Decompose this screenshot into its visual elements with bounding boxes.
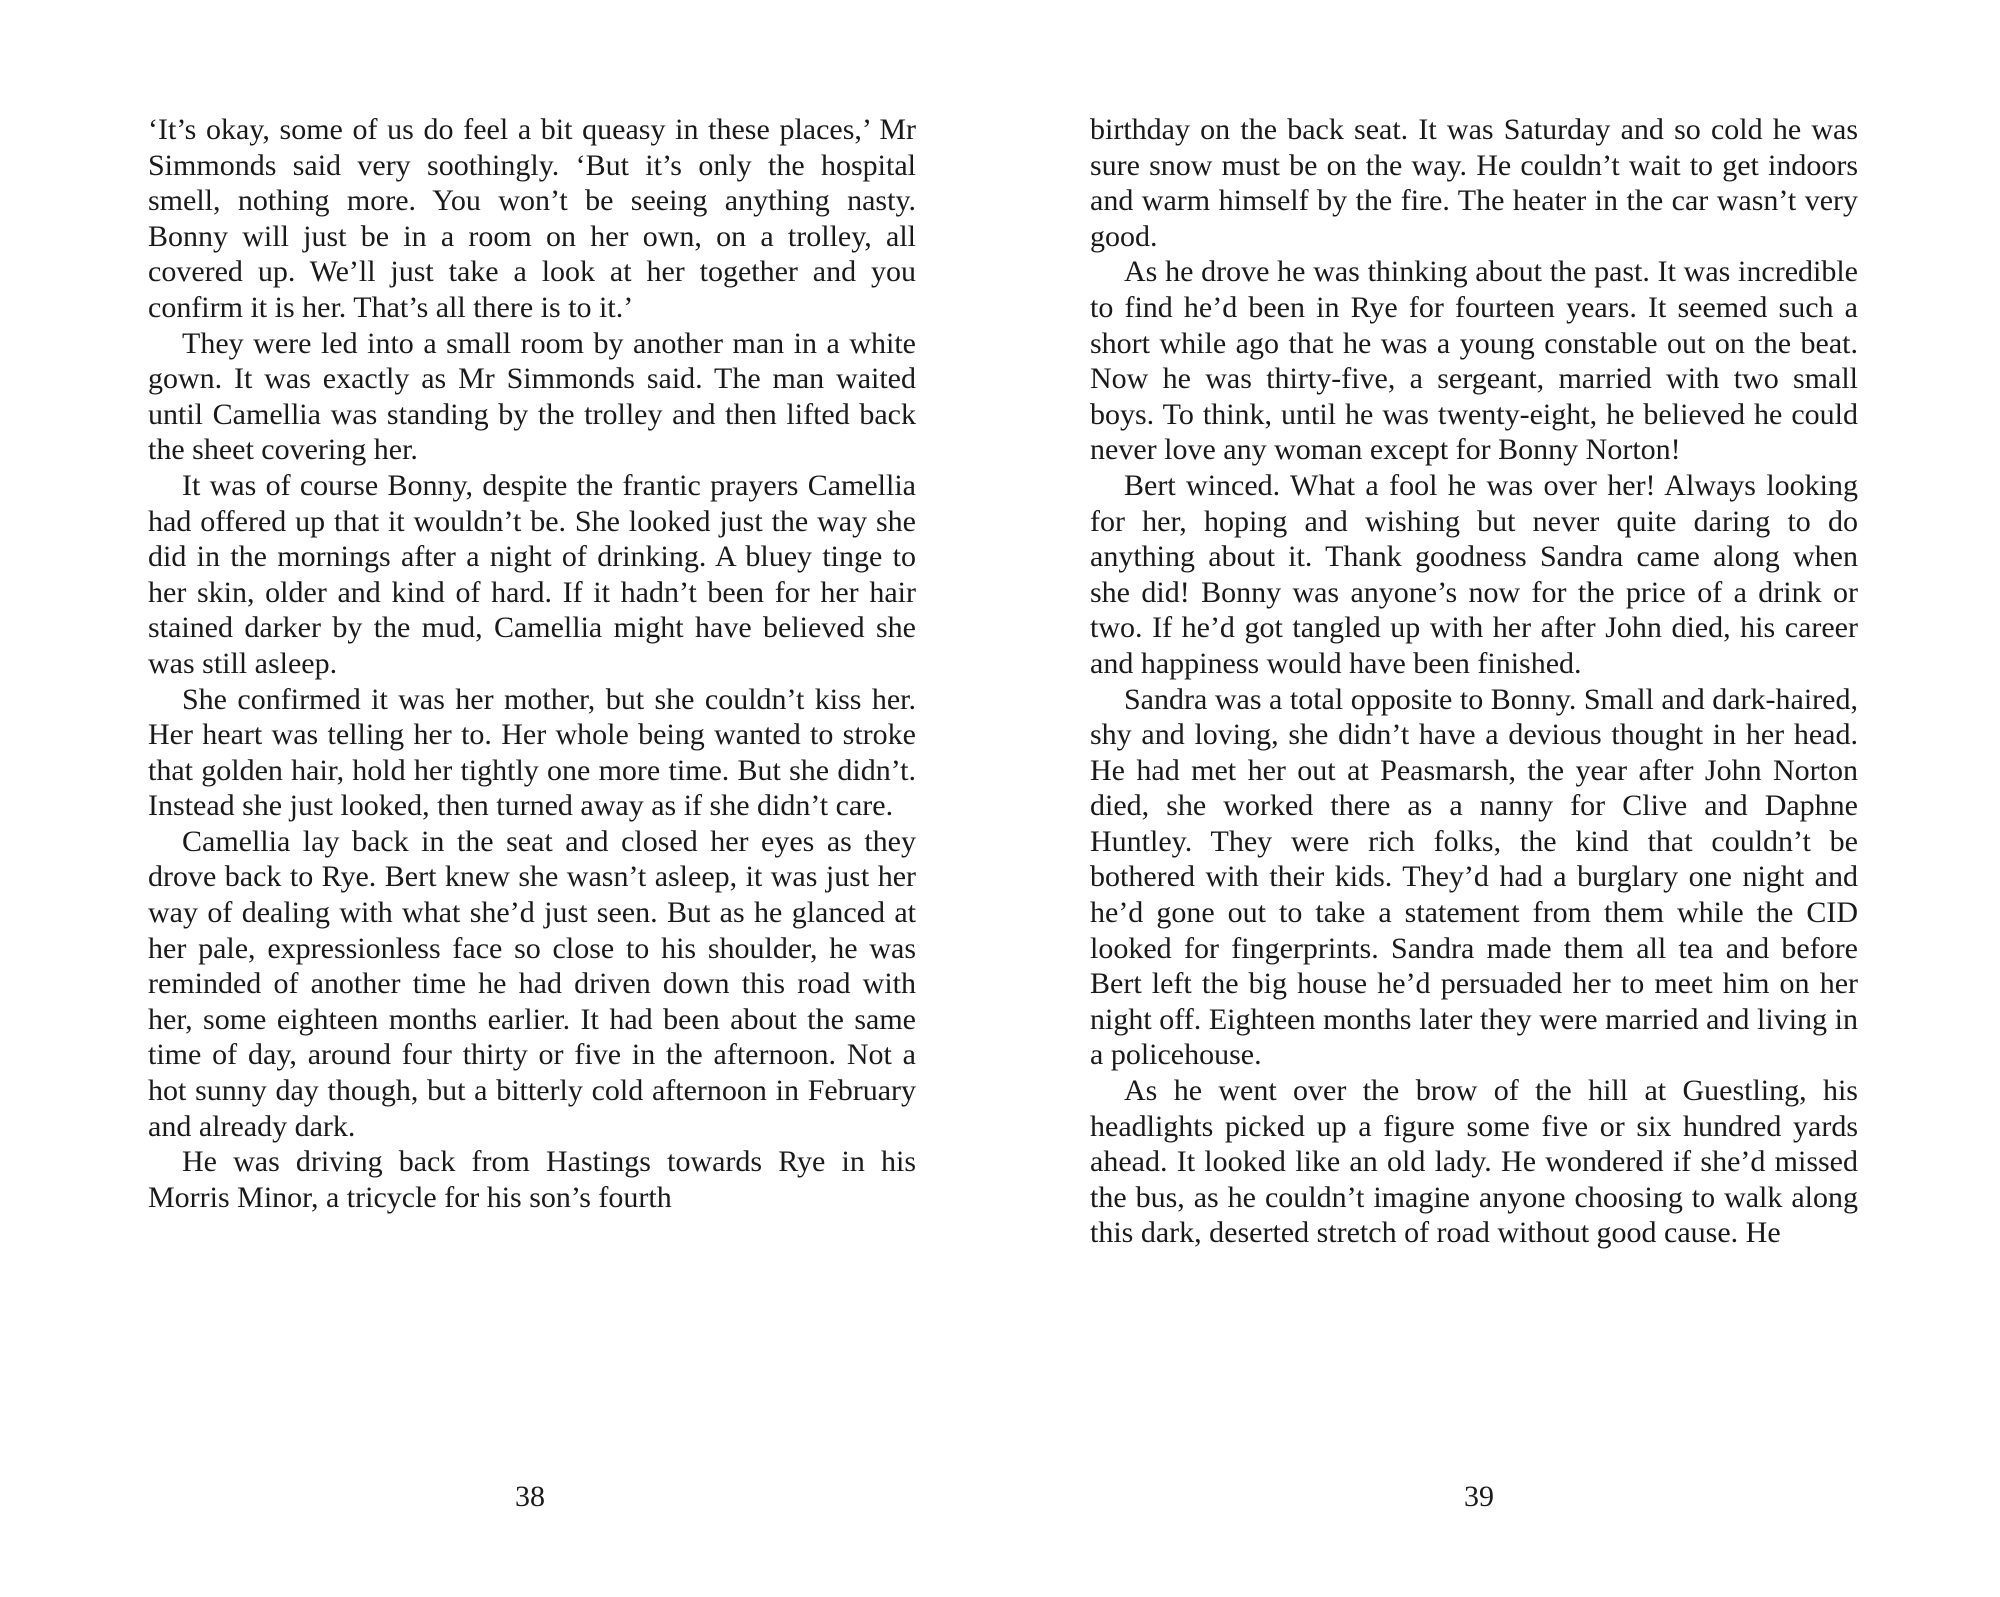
right-paragraph-2: As he drove he was thinking about the past. It was incredible to find he’d been in Rye for fourteen years. It seemed such a short while ago that he was a young constable out on the beat. Now he was thirty-five, a sergeant, married with two small boys. To think, until he was twenty-eight, he believed he could never love any woman except for Bonny Norton! <box>1090 255 1858 467</box>
left-paragraph-4: She confirmed it was her mother, but she couldn’t kiss her. Her heart was telling her to. Her whole being wanted to stroke that golden hair, hold her tightly one more time. But she didn’t. Instead she just looked, then turned away as if she didn’t care. <box>148 682 916 823</box>
left-page-number: 38 <box>515 1480 545 1513</box>
right-paragraph-5: As he went over the brow of the hill at Guestling, his headlights picked up a figure some five or six hundred yards ahead. It looked like an old lady. He wondered if she’d missed the bus, as he couldn’t imagine anyone choosing to walk along this dark, deserted stretch of road without good cause. He <box>1090 1074 1858 1250</box>
right-page <box>1090 112 1858 1251</box>
left-paragraph-2: They were led into a small room by another man in a white gown. It was exactly as Mr Simmonds said. The man waited until Camellia was standing by the trolley and then lifted back the sheet covering her. <box>148 326 916 467</box>
left-page <box>148 112 916 1215</box>
right-paragraph-3: Bert winced. What a fool he was over her! Always looking for her, hoping and wishing but never quite daring to do anything about it. Thank goodness Sandra came along when she did! Bonny was anyone’s now for the price of a drink or two. If he’d got tangled up with her after John died, his career and happiness would have been finished. <box>1090 468 1858 680</box>
right-paragraph-4: Sandra was a total opposite to Bonny. Small and dark-haired, shy and loving, she didn’t have a devious thought in her head. He had met her out at Peasmarsh, the year after John Norton died, she worked there as a nanny for Clive and Daphne Huntley. They were rich folks, the kind that couldn’t be bothered with their kids. They’d had a burglary one night and he’d gone out to take a statement from them while the CID looked for fingerprints. Sandra made them all tea and before Bert left the big house he’d persuaded her to meet him on her night off. Eighteen months later they were married and living in a policehouse. <box>1090 682 1858 1072</box>
right-page-number: 39 <box>1464 1480 1494 1513</box>
left-paragraph-6: He was driving back from Hastings towards Rye in his Morris Minor, a tricycle for his son’s fourth <box>148 1145 916 1214</box>
left-paragraph-3: It was of course Bonny, despite the frantic prayers Camellia had offered up that it wouldn’t be. She looked just the way she did in the mornings after a night of drinking. A bluey tinge to her skin, older and kind of hard. If it hadn’t been for her hair stained darker by the mud, Camellia might have believed she was still asleep. <box>148 468 916 680</box>
right-paragraph-1: birthday on the back seat. It was Saturday and so cold he was sure snow must be on the way. He couldn’t wait to get indoors and warm himself by the fire. The heater in the car wasn’t very good. <box>1090 113 1858 253</box>
left-paragraph-1: ‘It’s okay, some of us do feel a bit queasy in these places,’ Mr Simmonds said very soothingly. ‘But it’s only the hospital smell, nothing more. You won’t be seeing anything nasty. Bonny will just be in a room on her own, on a trolley, all covered up. We’ll just take a look at her together and you confirm it is her. That’s all there is to it.’ <box>148 113 916 324</box>
left-paragraph-5: Camellia lay back in the seat and closed her eyes as they drove back to Rye. Bert knew she wasn’t asleep, it was just her way of dealing with what she’d just seen. But as he glanced at her pale, expressionless face so close to his shoulder, he was reminded of another time he had driven down this road with her, some eighteen months earlier. It had been about the same time of day, around four thirty or five in the afternoon. Not a hot sunny day though, but a bitterly cold afternoon in February and already dark. <box>148 824 916 1143</box>
